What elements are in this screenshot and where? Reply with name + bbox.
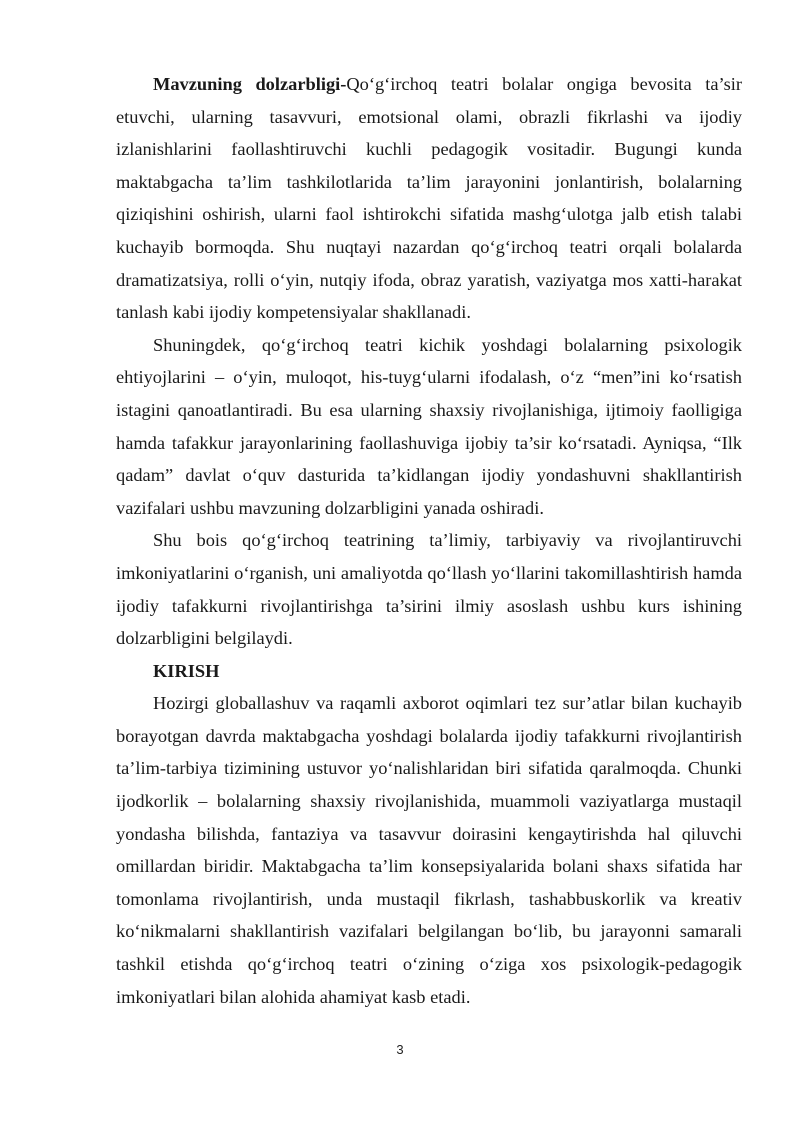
paragraph-introduction: Hozirgi globallashuv va raqamli axborot oqimlari tez sur’atlar bilan kuchayib borayotgan davrda maktabgacha yoshdagi bolalarda ijodiy tafakkurni rivojlantirish ta’lim-tarbiya tizimining ustuvor yo‘nalishlaridan biri sifatida qaralmoqda. Chunki ijodkorlik – bolalarning shaxsiy rivojlanishida, muammoli vaziyatlarga mustaqil yondasha bilishda, fantaziya va tasavvur doirasini kengaytirishda hal qiluvchi omillardan biridir. Maktabgacha ta’lim konsepsiyalarida bolani shaxs sifatida har tomonlama rivojlantirish, unda mustaqil fikrlash, tashabbuskorlik va kreativ ko‘nikmalarni shakllantirish vazifalari belgilangan bo‘lib, bu jarayonni samarali tashkil etishda qo‘g‘irchoq teatri o‘zining o‘ziga xos psixologik-pedagogik imkoniyatlari bilan alohida ahamiyat kasb etadi. bbox=[116, 693, 742, 1007]
paragraph-relevance bbox=[116, 68, 742, 329]
paragraph-psychological-needs: Shuningdek, qo‘g‘irchoq teatri kichik yoshdagi bolalarning psixologik ehtiyojlarini – o‘yin, muloqot, his-tuyg‘ularni ifodalash, o‘z “men”ini ko‘rsatish istagini qanoatlantiradi. Bu esa ularning shaxsiy rivojlanishiga, ijtimoiy faolligiga hamda tafakkur jarayonlarining faollashuviga ijobiy ta’sir ko‘rsatadi. Ayniqsa, “Ilk qadam” davlat o‘quv dasturida ta’kidlangan ijodiy yondashuvni shakllantirish vazifalari ushbu mavzuning dolzarbligini yanada oshiradi. bbox=[116, 334, 742, 518]
relevance-lead-heading: Mavzuning dolzarbligi- bbox=[153, 74, 347, 94]
relevance-text: Qo‘g‘irchoq teatri bolalar ongiga bevosita ta’sir etuvchi, ularning tasavvuri, emotsional olami, obrazli fikrlashi va ijodiy izlanishlarini faollashtiruvchi kuchli pedagogik vositadir. Bugungi kunda maktabgacha ta’lim tashkilotlarida ta’lim jarayonini jonlantirish, bolalarning qiziqishini oshirish, ularni faol ishtirokchi sifatida mashg‘ulotga jalb etish talabi kuchayib bormoqda. Shu nuqtayi nazardan qo‘g‘irchoq teatri orqali bolalarda dramatizatsiya, rolli o‘yin, nutqiy ifoda, obraz yaratish, vaziyatga mos xatti-harakat tanlash kabi ijodiy kompetensiyalar shakllanadi. bbox=[116, 74, 742, 323]
page-number: 3 bbox=[396, 1042, 404, 1057]
document-page bbox=[116, 68, 742, 1013]
section-heading-kirish: KIRISH bbox=[153, 660, 220, 681]
paragraph-course-relevance: Shu bois qo‘g‘irchoq teatrining ta’limiy, tarbiyaviy va rivojlantiruvchi imkoniyatlarini o‘rganish, uni amaliyotda qo‘llash yo‘llarini takomillashtirish hamda ijodiy tafakkurni rivojlantirishga ta’sirini ilmiy asoslash ushbu kurs ishining dolzarbligini belgilaydi. bbox=[116, 530, 742, 649]
